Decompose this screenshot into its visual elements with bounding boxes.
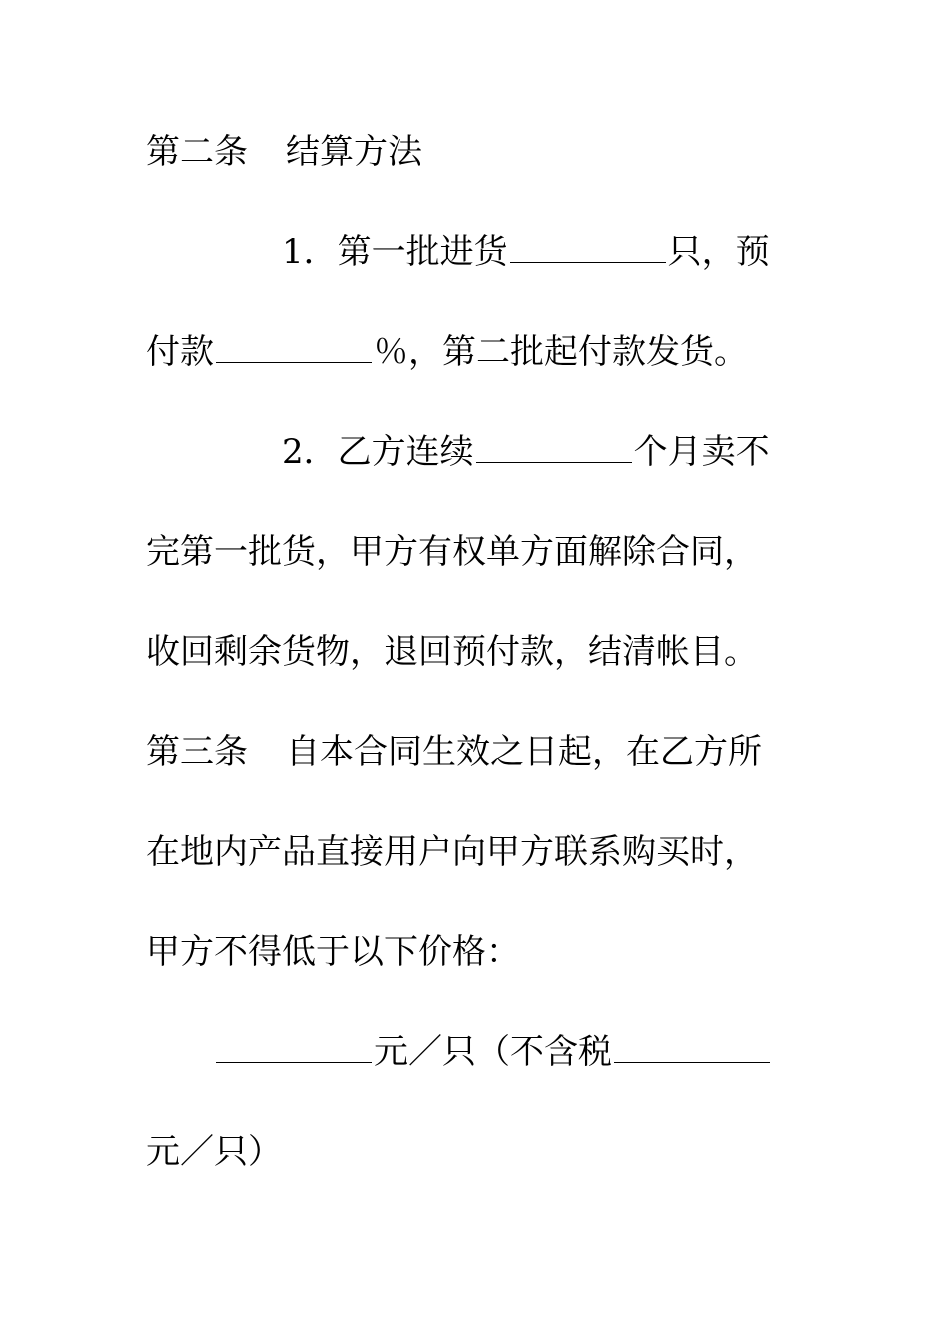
article2-title: 结算方法 <box>286 132 422 172</box>
article2-heading-line <box>146 132 422 172</box>
item1-line-1 <box>282 232 770 272</box>
blank-price-with-tax <box>216 1032 372 1063</box>
price-text-a: 元／只（不含税 <box>374 1032 612 1072</box>
blank-months <box>476 432 632 463</box>
item2-text-a: 2．乙方连续 <box>282 432 474 472</box>
article3-number: 第三条 <box>146 732 248 772</box>
item2-text-b: 个月卖不 <box>633 432 770 472</box>
item1-text-d: ％，第二批起付款发货。 <box>374 332 748 372</box>
price-line-2 <box>146 1132 282 1172</box>
item2-line-2 <box>146 532 758 572</box>
item2-line-1 <box>282 432 770 472</box>
price-line-1 <box>214 1032 772 1072</box>
item2-text-c: 完第一批货，甲方有权单方面解除合同， <box>146 532 758 572</box>
item1-text-a: 1．第一批进货 <box>282 232 508 272</box>
blank-price-without-tax <box>614 1032 770 1063</box>
article3-text-b: 在地内产品直接用户向甲方联系购买时， <box>146 832 758 872</box>
article3-line-1 <box>146 732 762 772</box>
item1-text-c: 付款 <box>146 332 214 372</box>
item2-line-3 <box>146 632 758 672</box>
article3-text-a: 自本合同生效之日起，在乙方所 <box>286 732 762 772</box>
article2-number: 第二条 <box>146 132 248 172</box>
blank-prepay-percent <box>216 332 372 363</box>
item1-line-2 <box>146 332 748 372</box>
article3-line-2 <box>146 832 758 872</box>
item1-text-b: 只，预 <box>667 232 770 272</box>
blank-batch-qty <box>510 232 666 263</box>
item2-text-d: 收回剩余货物，退回预付款，结清帐目。 <box>146 632 758 672</box>
article3-text-c: 甲方不得低于以下价格： <box>146 932 520 972</box>
article3-line-3 <box>146 932 520 972</box>
price-text-b: 元／只） <box>146 1132 282 1172</box>
